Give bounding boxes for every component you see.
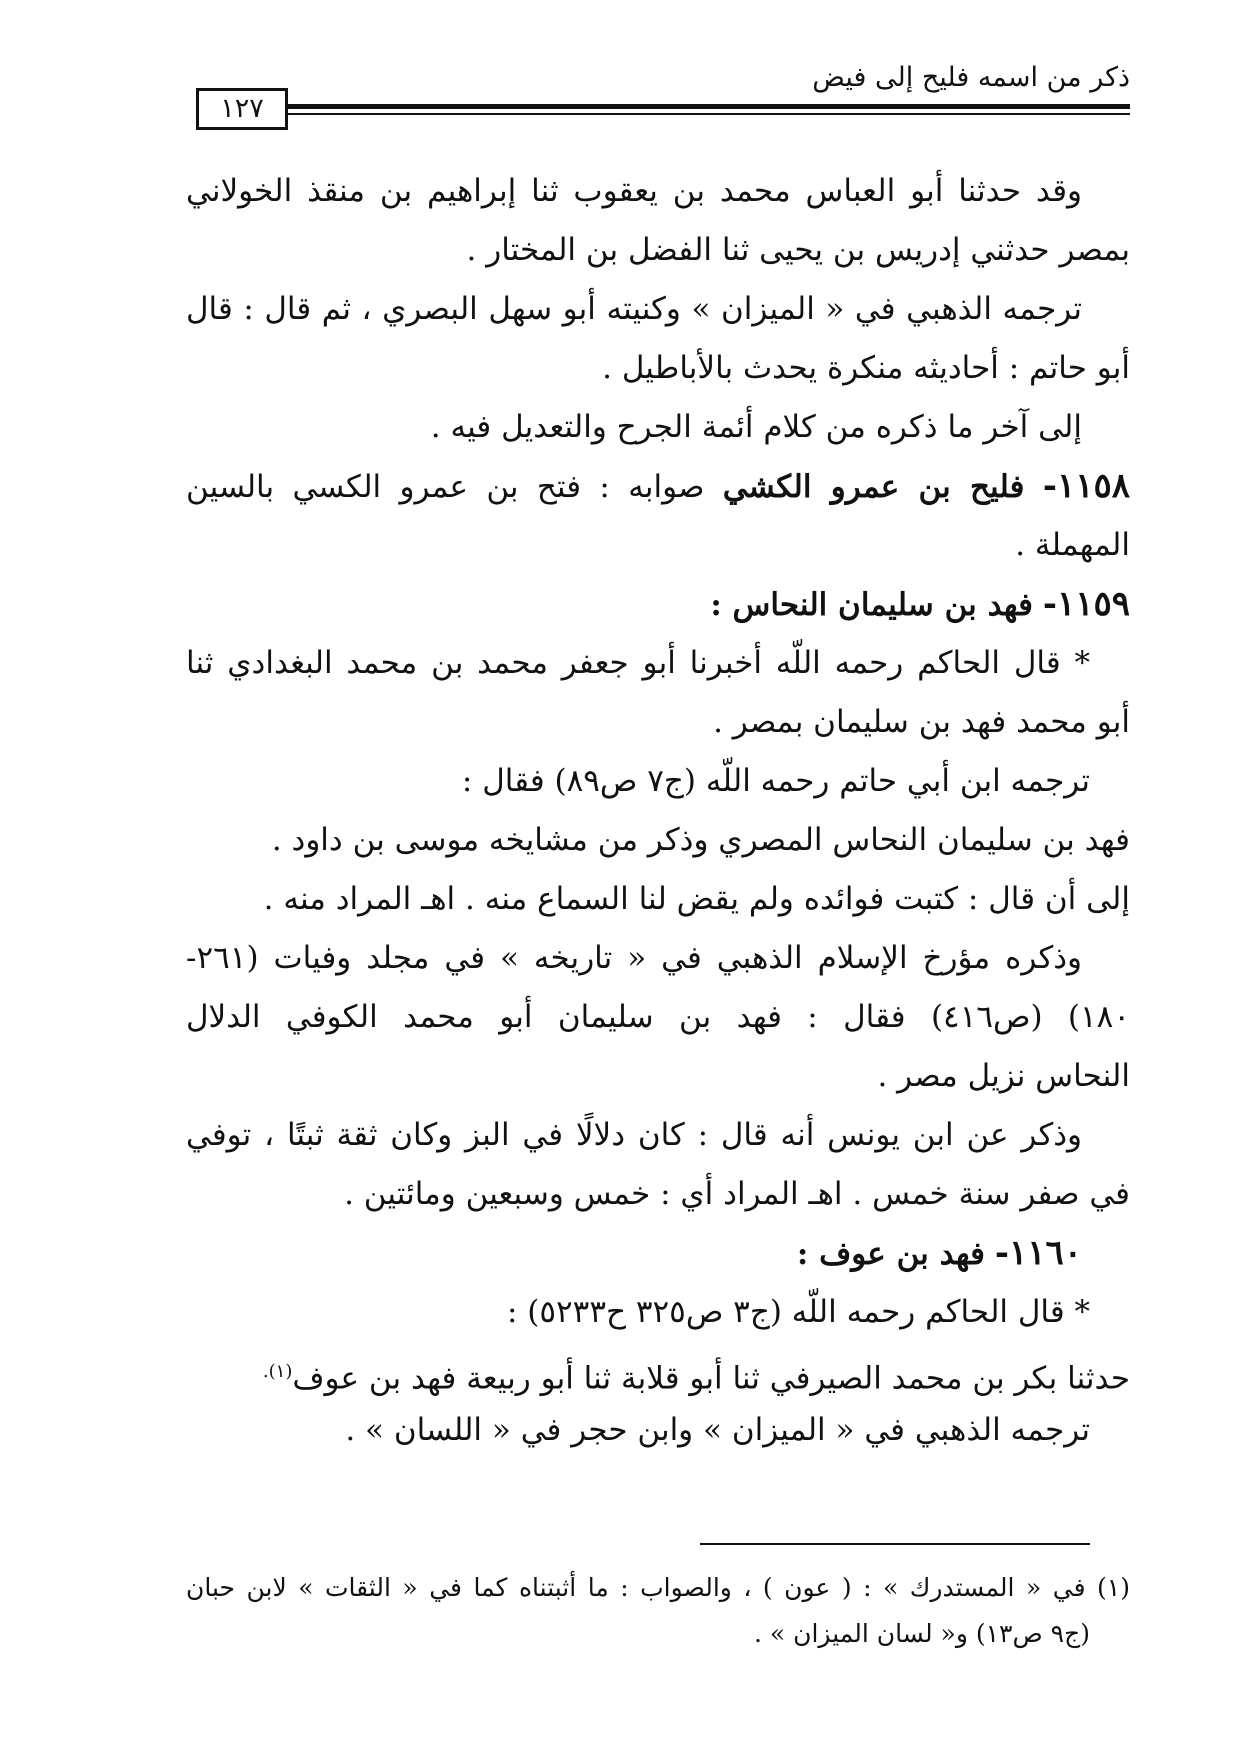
text-line: ترجمه ابن أبي حاتم رحمه اللّه (ج٧ ص٨٩) فقال : xyxy=(461,763,1090,799)
header-rule-thin xyxy=(288,113,1130,115)
text-line: * قال الحاكم رحمه اللّه (ج٣ ص٣٢٥ ح٥٢٣٣) : xyxy=(506,1294,1090,1330)
text-line: أبو محمد فهد بن سليمان بمصر . xyxy=(713,704,1130,740)
entry-number: ١١٦٠- xyxy=(994,1233,1082,1273)
entry-name: فهد بن عوف : xyxy=(796,1236,985,1272)
text-line: النحاس نزيل مصر . xyxy=(877,1058,1130,1094)
text-line: فهد بن سليمان النحاس المصري وذكر من مشايخه موسى بن داود . xyxy=(271,822,1130,858)
text-line: ترجمه الذهبي في « الميزان » وابن حجر في « اللسان » . xyxy=(345,1412,1090,1448)
main-text xyxy=(186,162,1130,1460)
entry-number: ١١٥٨- xyxy=(1042,466,1130,506)
text-line: أبو حاتم : أحاديثه منكرة يحدث بالأباطيل . xyxy=(602,350,1130,386)
text-line: إلى أن قال : كتبت فوائده ولم يقض لنا السماع منه . اهـ المراد منه . xyxy=(263,881,1130,917)
entry-text: صوابه : فتح بن عمرو الكسي بالسين xyxy=(186,469,705,505)
footnote-line: (ج٩ ص١٣) و« لسان الميزان » . xyxy=(753,1619,1090,1648)
entry-1160 xyxy=(186,1224,1130,1283)
header-rule-thick xyxy=(288,104,1130,109)
text-line: ترجمه الذهبي في « الميزان » وكنيته أبو سهل البصري ، ثم قال : قال xyxy=(186,291,1082,327)
text-line: وذكر عن ابن يونس أنه قال : كان دلالًا في البز وكان ثقة ثبتًا ، توفي xyxy=(186,1117,1083,1153)
footnote-line: (١) في « المستدرك » : ( عون ) ، والصواب : ما أثبتناه كما في « الثقات » لابن حبان xyxy=(186,1573,1130,1602)
entry-name: فليح بن عمرو الكشي xyxy=(722,469,1025,505)
page-number: ١٢٧ xyxy=(196,88,288,130)
text-line: بمصر حدثني إدريس بن يحيى ثنا الفضل بن المختار . xyxy=(466,232,1130,268)
footnotes xyxy=(186,1565,1130,1657)
entry-1159 xyxy=(186,575,1130,634)
text-line: في صفر سنة خمس . اهـ المراد أي : خمس وسبعين ومائتين . xyxy=(344,1176,1130,1212)
text-line: وذكره مؤرخ الإسلام الذهبي في « تاريخه » في مجلد وفيات (٢٦١- xyxy=(186,940,1082,976)
text-line xyxy=(186,1342,1130,1401)
text-line: إلى آخر ما ذكره من كلام أئمة الجرح والتعديل فيه . xyxy=(430,409,1082,445)
text-line: المهملة . xyxy=(1015,527,1130,563)
text-line: وقد حدثنا أبو العباس محمد بن يعقوب ثنا إبراهيم بن منقذ الخولاني xyxy=(186,173,1082,209)
footnote-marker: (١). xyxy=(262,1361,293,1382)
entry-1158 xyxy=(186,457,1130,516)
footnote-rule xyxy=(700,1543,1090,1545)
text-segment: حدثنا بكر بن محمد الصيرفي ثنا أبو قلابة ثنا أبو ربيعة فهد بن عوف xyxy=(292,1360,1130,1397)
text-line: ١٨٠) (ص٤١٦) فقال : فهد بن سليمان أبو محمد الكوفي الدلال xyxy=(186,999,1130,1035)
entry-name: فهد بن سليمان النحاس : xyxy=(710,587,1033,623)
running-header: ذكر من اسمه فليح إلى فيض xyxy=(812,62,1130,93)
entry-number: ١١٥٩- xyxy=(1042,584,1130,624)
text-line: * قال الحاكم رحمه اللّه أخبرنا أبو جعفر محمد بن محمد البغدادي ثنا xyxy=(186,645,1090,681)
